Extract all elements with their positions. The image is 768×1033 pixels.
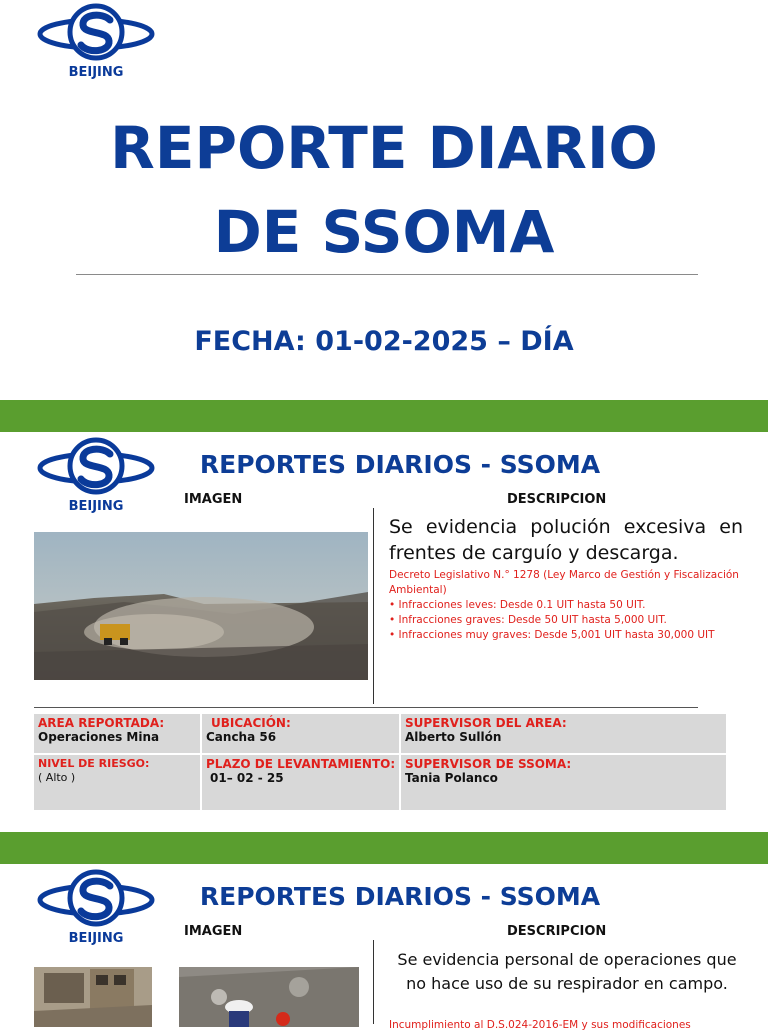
cover-title-line1: REPORTE DIARIO [110, 114, 658, 182]
evidence-photo-worker [179, 967, 359, 1027]
observation-description: Se evidencia personal de operaciones que no hace uso de su respirador en campo. [397, 950, 737, 993]
law-line: • Infracciones graves: Desde 50 UIT hasta 5,000 UIT. [389, 614, 667, 626]
description-column-header: DESCRIPCION [507, 492, 607, 507]
company-logo [36, 868, 156, 948]
cell-ubicacion: UBICACIÓN: Cancha 56 [202, 714, 399, 753]
cover-title-line2: DE SSOMA [213, 198, 555, 266]
title-divider [76, 274, 698, 275]
legal-reference [389, 568, 743, 643]
description-column-header: DESCRIPCION [507, 924, 607, 939]
report-slide-2 [0, 864, 768, 1031]
image-column-header: IMAGEN [184, 924, 243, 939]
cell-area-reportada: AREA REPORTADA: Operaciones Mina [34, 714, 200, 753]
green-separator [0, 400, 768, 432]
logo-orbit-icon [36, 2, 156, 66]
section-title: REPORTES DIARIOS - SSOMA [199, 450, 601, 479]
observation-description: Se evidencia polución excesiva en frentes de carguío y descarga. [389, 516, 743, 564]
law-line: Incumplimiento al D.S.024-2016-EM y sus modificaciones [389, 1019, 691, 1031]
logo-orbit-icon [36, 868, 156, 932]
cell-nivel-riesgo: NIVEL DE RIESGO: ( Alto ) [34, 755, 200, 810]
evidence-photo-equipment [34, 967, 152, 1027]
law-line: • Infracciones muy graves: Desde 5,001 UIT hasta 30,000 UIT [389, 629, 715, 641]
cell-supervisor-area: SUPERVISOR DEL AREA: Alberto Sullón [401, 714, 726, 753]
logo-text: BEIJING [68, 499, 124, 514]
evidence-photo-dust [34, 532, 368, 680]
cell-supervisor-ssoma: SUPERVISOR DE SSOMA: Tania Polanco [401, 755, 726, 810]
legal-reference [389, 1018, 743, 1033]
logo-orbit-icon [36, 436, 156, 500]
image-column-header: IMAGEN [184, 492, 243, 507]
cell-plazo-levantamiento: PLAZO DE LEVANTAMIENTO: 01– 02 - 25 [202, 755, 399, 810]
report-date: FECHA: 01-02-2025 – DÍA [194, 326, 574, 357]
law-line: • Infracciones leves: Desde 0.1 UIT hasta 50 UIT. [389, 599, 646, 611]
cover-slide [0, 0, 768, 400]
table-top-rule [34, 707, 698, 708]
logo-text: BEIJING [68, 65, 124, 80]
column-divider [373, 508, 374, 704]
column-divider [373, 940, 374, 1024]
company-logo [36, 436, 156, 516]
report-slide-1 [0, 432, 768, 832]
law-line: Ambiental) [389, 584, 447, 596]
logo-text: BEIJING [68, 931, 124, 946]
law-line: Decreto Legislativo N.° 1278 (Ley Marco de Gestión y Fiscalización [389, 569, 739, 581]
report-details-table [34, 714, 726, 810]
company-logo [36, 2, 156, 82]
section-title: REPORTES DIARIOS - SSOMA [199, 882, 601, 911]
green-separator [0, 832, 768, 864]
